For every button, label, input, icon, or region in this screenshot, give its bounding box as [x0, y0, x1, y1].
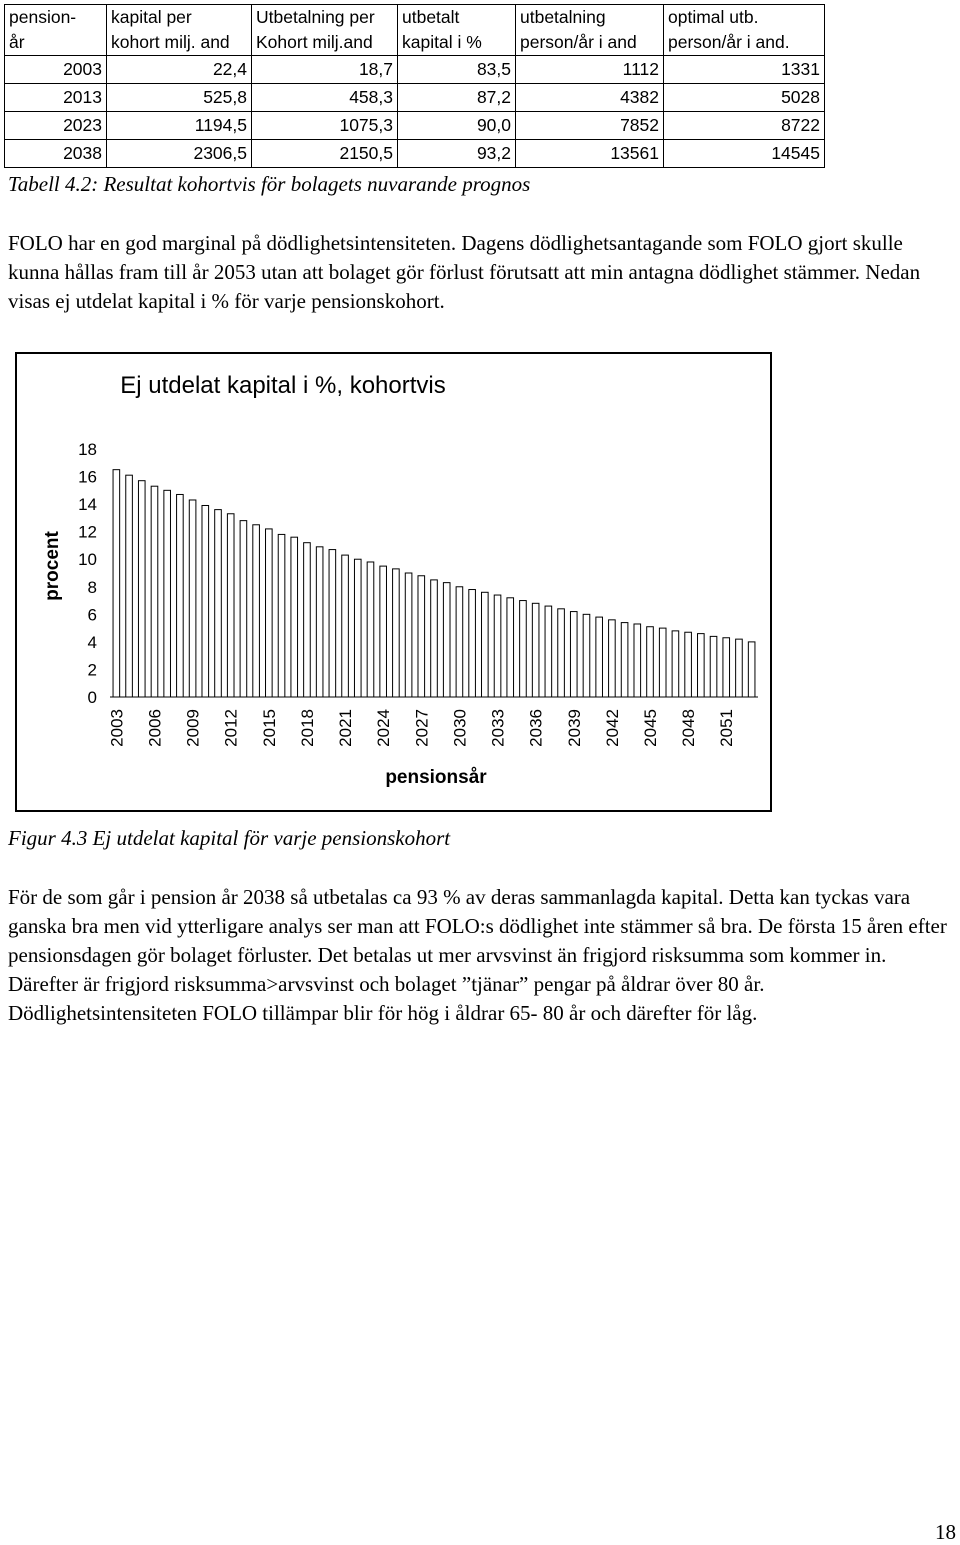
table-cell: 2013 [5, 84, 107, 112]
bar-2032 [482, 592, 489, 697]
header-line: utbetalt [402, 7, 460, 27]
bar-2003 [113, 470, 120, 697]
bar-2037 [545, 606, 552, 697]
bar-2025 [393, 569, 400, 697]
table-row [5, 84, 825, 112]
table-cell: 22,4 [107, 56, 252, 84]
table-cell: 1112 [516, 56, 664, 84]
bar-2041 [596, 617, 603, 697]
header-line: person/år i and. [668, 32, 790, 52]
bar-2012 [227, 514, 234, 697]
bar-2004 [126, 475, 133, 697]
table-cell: 4382 [516, 84, 664, 112]
x-tick-label: 2048 [679, 709, 699, 747]
bar-2030 [456, 587, 463, 697]
x-tick-label: 2021 [336, 709, 356, 747]
x-tick-label: 2012 [221, 709, 241, 747]
bar-2034 [507, 598, 514, 697]
y-tick-label: 2 [87, 660, 97, 680]
table-cell: 1331 [664, 56, 825, 84]
table-cell: 1194,5 [107, 112, 252, 140]
bar-2027 [418, 576, 425, 697]
x-tick-label: 2024 [374, 709, 394, 747]
y-tick-label: 16 [78, 467, 97, 487]
x-tick-label: 2015 [259, 709, 279, 747]
header-line: Utbetalning per [256, 7, 375, 27]
table-cell: 7852 [516, 112, 664, 140]
bar-2026 [405, 573, 412, 697]
bar-2044 [634, 624, 641, 697]
table-row [5, 140, 825, 168]
y-tick-label: 4 [87, 632, 97, 652]
x-tick-labels [107, 709, 736, 747]
x-tick-label: 2030 [450, 709, 470, 747]
bar-2006 [151, 486, 158, 697]
table-cell: 90,0 [398, 112, 516, 140]
bar-2020 [329, 550, 336, 697]
bar-2018 [304, 543, 311, 697]
bar-chart [17, 354, 770, 810]
x-tick-label: 2033 [488, 709, 508, 747]
y-tick-label: 0 [87, 688, 97, 707]
bar-2019 [316, 547, 323, 697]
bar-2005 [138, 481, 145, 697]
bar-2016 [278, 534, 285, 697]
table-cell: 13561 [516, 140, 664, 168]
bar-2051 [723, 638, 730, 697]
figure-caption: Figur 4.3 Ej utdelat kapital för varje pensionskohort [8, 826, 451, 850]
bar-2040 [583, 614, 590, 697]
bar-2050 [710, 636, 717, 697]
table-header-row [5, 5, 825, 56]
bar-2047 [672, 631, 679, 697]
table-cell: 2038 [5, 140, 107, 168]
header-line: person/år i and [520, 32, 637, 52]
bar-2022 [354, 559, 361, 697]
header-line: utbetalning [520, 7, 606, 27]
bar-2021 [342, 555, 349, 697]
bar-2036 [532, 603, 539, 697]
bar-2013 [240, 521, 247, 697]
table-cell: 8722 [664, 112, 825, 140]
bar-2023 [367, 562, 374, 697]
x-tick-label: 2003 [107, 709, 127, 747]
header-line: kapital i % [402, 32, 482, 52]
chart-frame [15, 352, 772, 812]
bar-2049 [698, 634, 705, 697]
x-tick-label: 2036 [526, 709, 546, 747]
table-row [5, 56, 825, 84]
header-line: kohort milj. and [111, 32, 230, 52]
x-tick-label: 2018 [297, 709, 317, 747]
x-tick-label: 2027 [412, 709, 432, 747]
table-cell: 5028 [664, 84, 825, 112]
header-line: pension- [9, 7, 77, 27]
header-cell [398, 5, 516, 56]
bar-2015 [266, 529, 273, 697]
y-tick-label: 6 [87, 605, 97, 625]
header-line: år [9, 32, 25, 52]
y-tick-labels [78, 440, 97, 707]
bar-2024 [380, 566, 387, 697]
paragraph-analysis: För de som går i pension år 2038 så utbetalas ca 93 % av deras sammanlagda kapital. Detta kan tyckas vara ganska bra men vid ytterligare analys ser man att FOLO:s dödlighet inte stämmer så bra. De första 15 åren efter pensionsdagen gör bolaget förluster. Det betalas ut mer arvsvinst än frigjord risksumma som kommer in. Därefter är frigjord risksumma>arvsvinst och bolaget ”tjänar” pengar på åldrar över 80 år. Dödlighetsintensiteten FOLO tillämpar blir för hög i åldrar 65- 80 år och därefter för låg. [8, 885, 947, 1025]
y-tick-label: 8 [87, 577, 97, 597]
table-cell: 2023 [5, 112, 107, 140]
y-tick-label: 12 [78, 522, 97, 542]
x-tick-label: 2039 [564, 709, 584, 747]
bar-2014 [253, 525, 260, 697]
page-number: 18 [935, 1520, 956, 1544]
table-cell: 83,5 [398, 56, 516, 84]
x-tick-label: 2051 [717, 709, 737, 747]
header-line: optimal utb. [668, 7, 759, 27]
table-cell: 525,8 [107, 84, 252, 112]
chart-title: Ej utdelat kapital i %, kohortvis [120, 372, 446, 399]
bar-2045 [647, 627, 654, 697]
bar-2048 [685, 632, 692, 697]
bar-2031 [469, 590, 476, 697]
bar-2035 [520, 601, 527, 697]
header-line: kapital per [111, 7, 192, 27]
bar-2053 [748, 642, 755, 697]
table-cell: 87,2 [398, 84, 516, 112]
y-tick-label: 14 [78, 495, 97, 515]
bar-2007 [164, 490, 171, 697]
bar-2039 [570, 612, 577, 697]
bar-2052 [736, 639, 743, 697]
bar-2009 [189, 500, 196, 697]
bar-2010 [202, 505, 209, 697]
x-tick-label: 2009 [183, 709, 203, 747]
table-cell: 2150,5 [252, 140, 398, 168]
y-tick-label: 18 [78, 440, 97, 459]
bar-2042 [609, 620, 616, 697]
header-cell [107, 5, 252, 56]
bars [113, 470, 755, 697]
table-cell: 14545 [664, 140, 825, 168]
x-axis-label: pensionsår [385, 767, 487, 788]
header-cell [252, 5, 398, 56]
y-tick-label: 10 [78, 550, 97, 570]
x-tick-label: 2006 [145, 709, 165, 747]
bar-2028 [431, 580, 438, 697]
results-table [4, 4, 825, 168]
table-cell: 2306,5 [107, 140, 252, 168]
y-axis-label: procent [42, 531, 63, 601]
x-tick-label: 2045 [641, 709, 660, 747]
bar-2033 [494, 595, 501, 697]
table-cell: 18,7 [252, 56, 398, 84]
paragraph-intro: FOLO har en god marginal på dödlighetsintensiteten. Dagens dödlighetsantagande som FOLO gjort skulle kunna hållas fram till år 2053 utan att bolaget gör förlust förutsatt att min antagna dödlighet stämmer. Nedan visas ej utdelat kapital i % för varje pensionskohort. [8, 231, 921, 313]
header-cell [5, 5, 107, 56]
bar-2011 [215, 510, 222, 697]
table-row [5, 112, 825, 140]
bar-2008 [177, 494, 184, 697]
bar-2043 [621, 623, 628, 697]
table-cell: 1075,3 [252, 112, 398, 140]
table-cell: 93,2 [398, 140, 516, 168]
bar-2046 [659, 628, 666, 697]
header-line: Kohort milj.and [256, 32, 373, 52]
bar-2017 [291, 537, 298, 697]
bar-2029 [443, 583, 450, 697]
bar-2038 [558, 609, 565, 697]
table-caption: Tabell 4.2: Resultat kohortvis för bolagets nuvarande prognos [8, 172, 531, 196]
table-cell: 458,3 [252, 84, 398, 112]
table-cell: 2003 [5, 56, 107, 84]
x-tick-label: 2042 [602, 709, 622, 747]
header-cell [516, 5, 664, 56]
header-cell [664, 5, 825, 56]
